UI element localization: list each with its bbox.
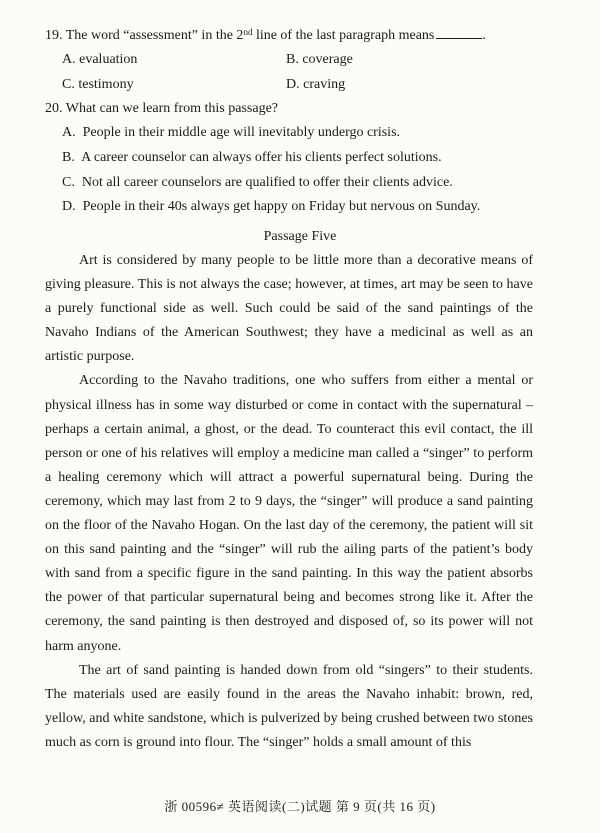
option-text: coverage bbox=[302, 52, 353, 67]
question-number: 20. bbox=[45, 101, 63, 116]
option-letter: C. bbox=[62, 175, 75, 190]
passage-title: Passage Five bbox=[263, 229, 337, 244]
superscript: nd bbox=[243, 27, 253, 37]
page-footer: 浙 00596≠ 英语阅读(二)试题 第 9 页(共 16 页) bbox=[164, 799, 436, 814]
option-d[interactable] bbox=[62, 198, 480, 216]
paragraph-1: Art is considered by many people to be little more than a decorative means of giving pleasure. This is not always the case; however, at times, art may be seen to have a purely functional side as well. Such could be said of the sand paintings of the Navaho Indians of the American Southwest; they have a medicinal as well as an artistic purpose. bbox=[45, 253, 533, 365]
option-letter: B. bbox=[62, 150, 75, 165]
option-text: A career counselor can always offer his clients perfect solutions. bbox=[81, 150, 442, 165]
option-letter: A. bbox=[62, 52, 76, 67]
question-19-stem bbox=[45, 26, 486, 45]
option-text: Not all career counselors are qualified to offer their clients advice. bbox=[81, 175, 453, 190]
option-letter: B. bbox=[286, 52, 299, 67]
question-end: . bbox=[482, 28, 486, 43]
option-d[interactable] bbox=[286, 76, 345, 94]
question-number: 19. bbox=[45, 28, 63, 43]
option-text: evaluation bbox=[79, 52, 138, 67]
option-letter: C. bbox=[62, 77, 75, 92]
paragraph-2: According to the Navaho traditions, one who suffers from either a mental or physical illness has in some way disturbed or come in contact with the supernatural – perhaps a certain animal, a ghost, or the dead. To counteract this evil contact, the ill person or one of his relatives will employ a medicine man called a “singer” to perform a healing ceremony which will attract a powerful supernatural being. During the ceremony, which may last from 2 to 9 days, the “singer” will produce a sand painting on the floor of the Navaho Hogan. On the last day of the ceremony, the patient will sit on this sand painting and the “singer” will rub the ailing parts of the patient’s body with sand from a specific figure in the sand painting. In this way the patient absorbs the power of that particular supernatural being and becomes strong like it. After the ceremony, the sand painting is then destroyed and disposed of, so its power will not harm anyone. bbox=[45, 373, 533, 654]
answer-blank bbox=[436, 26, 482, 39]
question-text-cont: line of the last paragraph means bbox=[252, 28, 435, 43]
option-letter: D. bbox=[62, 199, 76, 214]
option-text: People in their 40s always get happy on Friday but nervous on Sunday. bbox=[82, 199, 481, 214]
question-text: What can we learn from this passage? bbox=[65, 101, 278, 116]
option-b[interactable] bbox=[62, 149, 442, 167]
option-c[interactable] bbox=[62, 174, 453, 192]
option-a[interactable] bbox=[62, 124, 400, 142]
option-letter: A. bbox=[62, 125, 76, 140]
option-text: People in their middle age will inevitably undergo crisis. bbox=[82, 125, 401, 140]
option-text: testimony bbox=[78, 77, 134, 92]
option-c[interactable] bbox=[62, 76, 134, 94]
passage-body bbox=[45, 249, 533, 755]
paragraph-3: The art of sand painting is handed down from old “singers” to their students. The materials used are easily found in the areas the Navaho inhabit: brown, red, yellow, and white sandstone, which is pulverized by being crushed between two stones much as corn is ground into flour. The “singer” holds a small amount of this bbox=[45, 662, 533, 750]
option-a[interactable] bbox=[62, 51, 137, 69]
option-b[interactable] bbox=[286, 51, 353, 69]
option-text: craving bbox=[303, 77, 346, 92]
question-text: The word “assessment” in the 2 bbox=[65, 28, 244, 43]
option-letter: D. bbox=[286, 77, 300, 92]
question-20-stem bbox=[45, 100, 278, 118]
